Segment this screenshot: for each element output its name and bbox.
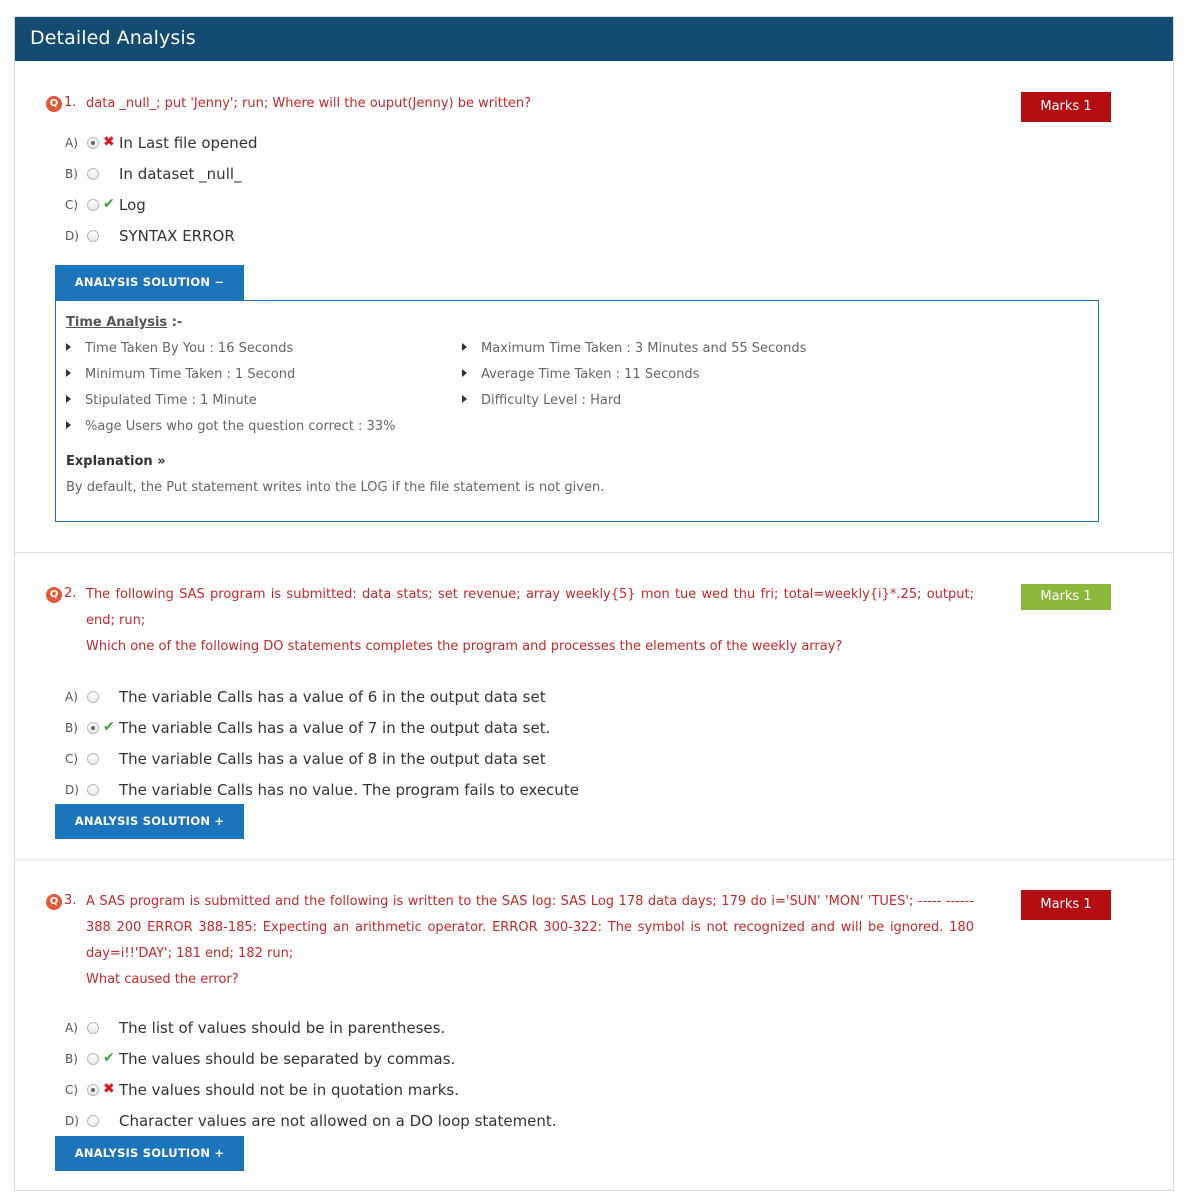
- radio-button[interactable]: [87, 1115, 99, 1127]
- question-text: [86, 582, 974, 660]
- radio-button[interactable]: [87, 1053, 99, 1065]
- time-stat-item: [66, 393, 257, 408]
- time-stat-item: [66, 419, 395, 434]
- time-stat-item: [462, 367, 699, 382]
- radio-button[interactable]: [87, 168, 99, 180]
- radio-button[interactable]: [87, 784, 99, 796]
- triangle-bullet-icon: [66, 369, 71, 377]
- option-text: The variable Calls has no value. The program fails to execute: [119, 781, 579, 799]
- option-letter: B): [65, 1052, 78, 1066]
- check-icon: ✔: [103, 719, 115, 735]
- time-stat-text: Time Taken By You : 16 Seconds: [85, 341, 294, 356]
- time-stat-text: Average Time Taken : 11 Seconds: [481, 367, 700, 382]
- option-text: The variable Calls has a value of 8 in the output data set: [119, 750, 546, 768]
- question-block-1: [15, 61, 1173, 553]
- option-text: The variable Calls has a value of 6 in the output data set: [119, 688, 546, 706]
- question-number: 2.: [64, 586, 77, 601]
- time-stat-text: Maximum Time Taken : 3 Minutes and 55 Seconds: [481, 341, 807, 356]
- option-letter: D): [65, 229, 79, 243]
- time-stat-item: [462, 341, 806, 356]
- analysis-solution-toggle[interactable]: ANALYSIS SOLUTION +: [55, 804, 244, 839]
- radio-button[interactable]: [87, 199, 99, 211]
- check-icon: ✔: [103, 196, 115, 212]
- explanation-title: Explanation »: [66, 454, 166, 469]
- time-analysis-title: [66, 315, 182, 330]
- marks-badge: Marks 1: [1021, 890, 1111, 920]
- option-letter: A): [65, 1021, 78, 1035]
- marks-badge: Marks 1: [1021, 584, 1111, 610]
- analysis-solution-toggle[interactable]: ANALYSIS SOLUTION +: [55, 1136, 244, 1171]
- question-line: Which one of the following DO statements completes the program and processes the elements of the weekly array?: [86, 639, 843, 654]
- triangle-bullet-icon: [462, 343, 467, 351]
- option-text: SYNTAX ERROR: [119, 227, 235, 245]
- triangle-bullet-icon: [462, 395, 467, 403]
- question-badge-icon: Q: [46, 894, 62, 910]
- option-text: The list of values should be in parentheses.: [119, 1019, 446, 1037]
- question-line: data _null_; put 'Jenny'; run; Where will the ouput(Jenny) be written?: [86, 96, 532, 111]
- question-block-3: [15, 860, 1173, 1192]
- option-letter: C): [65, 198, 79, 212]
- time-stat-text: Stipulated Time : 1 Minute: [85, 393, 257, 408]
- analysis-solution-panel: [55, 300, 1099, 522]
- time-stat-text: %age Users who got the question correct : 33%: [85, 419, 396, 434]
- time-stat-text: Minimum Time Taken : 1 Second: [85, 367, 296, 382]
- triangle-bullet-icon: [66, 421, 71, 429]
- cross-icon: ✖: [103, 134, 115, 150]
- option-text: The values should not be in quotation marks.: [119, 1081, 459, 1099]
- detailed-analysis-panel: [14, 16, 1174, 1191]
- time-stat-text: Difficulty Level : Hard: [481, 393, 622, 408]
- time-analysis-label: Time Analysis: [66, 315, 168, 330]
- check-icon: ✔: [103, 1050, 115, 1066]
- option-text: The variable Calls has a value of 7 in the output data set.: [119, 719, 551, 737]
- option-letter: B): [65, 721, 78, 735]
- marks-badge: Marks 1: [1021, 92, 1111, 122]
- radio-button[interactable]: [87, 137, 99, 149]
- option-text: Log: [119, 196, 146, 214]
- radio-button[interactable]: [87, 753, 99, 765]
- explanation-text: By default, the Put statement writes into the LOG if the file statement is not given.: [66, 480, 605, 495]
- triangle-bullet-icon: [66, 395, 71, 403]
- option-letter: C): [65, 1083, 79, 1097]
- question-block-2: [15, 553, 1173, 860]
- triangle-bullet-icon: [66, 343, 71, 351]
- option-letter: C): [65, 752, 79, 766]
- option-text: The values should be separated by commas.: [119, 1050, 456, 1068]
- panel-title: Detailed Analysis: [30, 27, 196, 49]
- option-letter: B): [65, 167, 78, 181]
- option-text: In dataset _null_: [119, 165, 242, 183]
- time-stat-item: [66, 341, 293, 356]
- time-stat-item: [462, 393, 621, 408]
- question-number: 1.: [64, 95, 77, 110]
- time-analysis-suffix: :-: [167, 315, 183, 330]
- question-line: The following SAS program is submitted: data stats; set revenue; array weekly{5} mon tue wed thu fri; total=weekly{i}*.25; output; end; run;: [86, 587, 974, 628]
- option-letter: D): [65, 1114, 79, 1128]
- question-badge-icon: Q: [46, 96, 62, 112]
- radio-button[interactable]: [87, 1084, 99, 1096]
- radio-button[interactable]: [87, 1022, 99, 1034]
- option-letter: A): [65, 136, 78, 150]
- radio-button[interactable]: [87, 691, 99, 703]
- option-letter: A): [65, 690, 78, 704]
- option-text: Character values are not allowed on a DO loop statement.: [119, 1112, 557, 1130]
- question-line: A SAS program is submitted and the following is written to the SAS log: SAS Log 178 data days; 179 do i='SUN' 'MON' 'TUES'; ----- ------ 388 200 ERROR 388-185: Expecting an arithmetic operator. ERROR 300-322: The symbol is not recognized and will be ignored. 180 day=i!!'DAY'; 181 end; 182 run;: [86, 894, 974, 961]
- option-letter: D): [65, 783, 79, 797]
- time-stat-item: [66, 367, 295, 382]
- question-text: [86, 889, 974, 993]
- question-text: [86, 91, 976, 117]
- question-badge-icon: Q: [46, 587, 62, 603]
- question-number: 3.: [64, 893, 77, 908]
- analysis-solution-toggle[interactable]: ANALYSIS SOLUTION −: [55, 265, 244, 301]
- radio-button[interactable]: [87, 230, 99, 242]
- cross-icon: ✖: [103, 1081, 115, 1097]
- radio-button[interactable]: [87, 722, 99, 734]
- panel-header: [15, 17, 1173, 61]
- option-text: In Last file opened: [119, 134, 258, 152]
- question-line: What caused the error?: [86, 972, 239, 987]
- triangle-bullet-icon: [462, 369, 467, 377]
